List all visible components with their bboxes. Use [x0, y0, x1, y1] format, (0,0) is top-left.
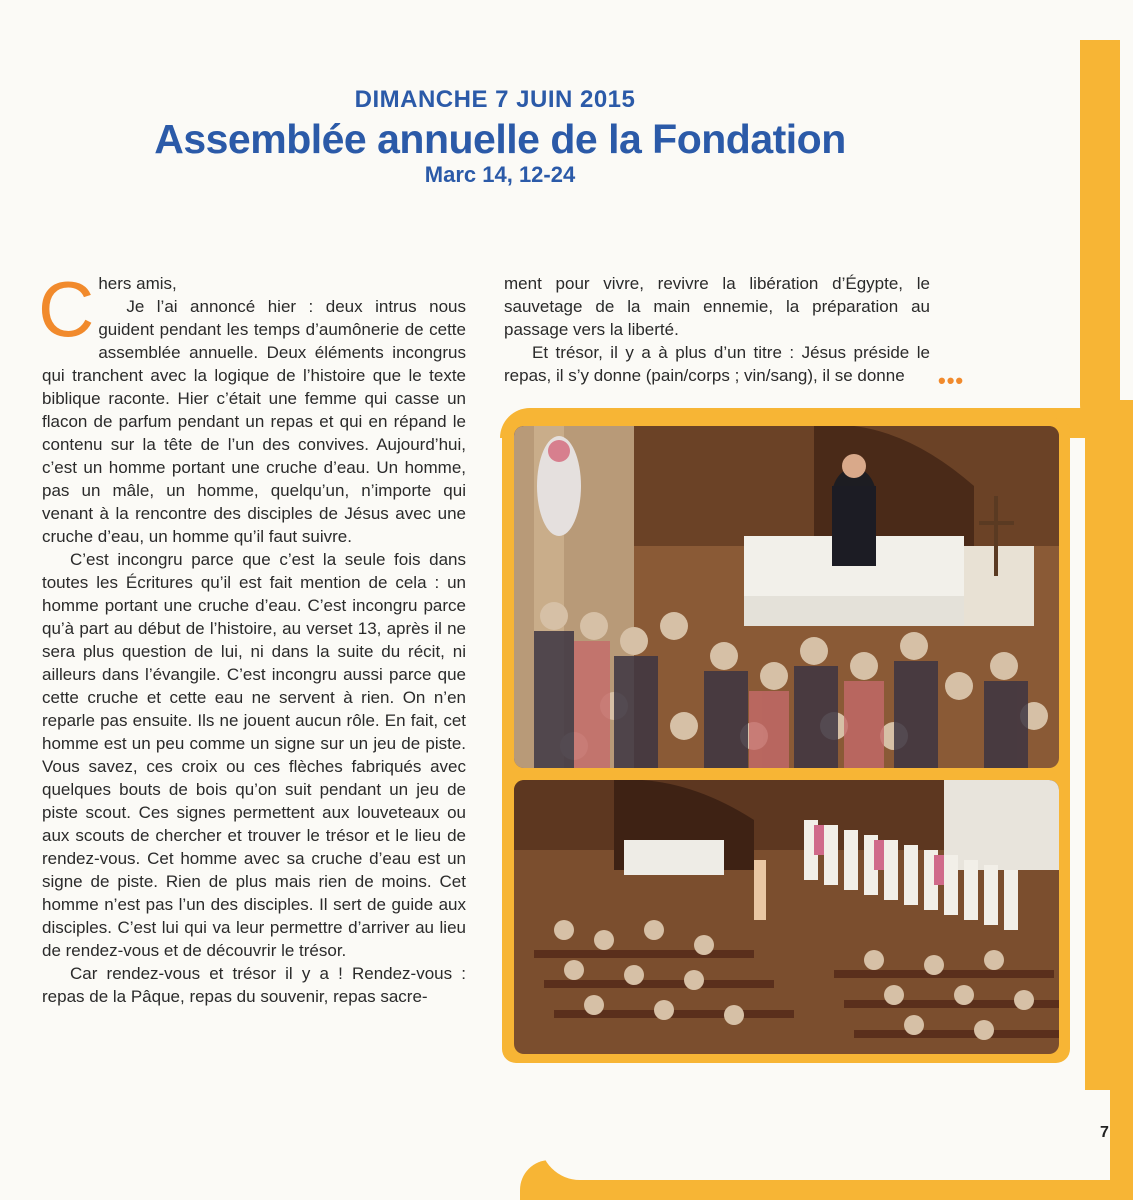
photo-communion-service	[514, 426, 1059, 768]
page-number: 7	[1100, 1124, 1109, 1141]
paragraph: Car rendez-vous et trésor il y a ! Rendez-vous : repas de la Pâque, repas du souvenir, repas sacre-	[42, 964, 466, 1006]
paragraph: Et trésor, il y a à plus d’un titre : Jésus préside le repas, il s’y donne (pain/corps ; vin/sang), il se donne	[504, 343, 930, 385]
article-column-right	[504, 272, 930, 387]
paragraph: Je l’ai annoncé hier : deux intrus nous guident pendant les temps d’aumônerie de cette assemblée annuelle. Deux éléments incongrus qui tranchent avec la logique de l’histoire que le texte biblique raconte. Hier c’était une femme qui casse un flacon de parfum pendant un repas et qui en répand le contenu sur la tête de l’un des convives. Aujourd’hui, c’est un homme portant une cruche d’eau. Un homme, pas un mâle, un homme, quelqu’un, n’importe qui venant à la rencontre des disciples de Jésus avec une cruche d’eau, un homme qu’il faut suivre.	[42, 297, 466, 546]
salutation-text: hers amis,	[98, 274, 177, 293]
orange-frame-top	[1080, 0, 1120, 445]
salutation	[42, 272, 466, 295]
paragraph: C’est incongru parce que c’est la seule fois dans toutes les Écritures qu’il est fait mention de cela : un homme portant une cruche d’eau. C’est incongru parce qu’à part au début de l’histoire, au verset 13, après il ne sera plus question de lui, ni dans la suite du récit, ni ailleurs dans l’évangile. C’est incongru aussi parce que cette cruche et cette eau ne servent à rien. On n’en reparle pas ensuite. Ils ne jouent aucun rôle. En fait, cet homme est un peu comme un signe sur un jeu de piste. Vous savez, ces croix ou ces flèches fabriqués avec quelques bouts de bois qu’on suit pendant un jeu de piste scout. Ces signes permettent aux louveteaux ou aux scouts de chercher et trouver le trésor et le lieu de rendez-vous. Cet homme avec sa cruche d’eau est un signe de piste. Rien de plus mais rien de moins. Cet homme n’est pas l’un des disciples. Il sert de guide aux disciples. C’est lui qui va leur permettre d’arriver au lieu de rendez-vous et de découvrir le trésor.	[42, 550, 466, 960]
drop-cap: C	[38, 265, 95, 353]
article-column-left	[38, 265, 466, 1008]
bible-reference: Marc 14, 12-24	[424, 162, 576, 187]
orange-frame-right	[1085, 400, 1133, 1200]
paragraph: ment pour vivre, revivre la libération d’Égypte, le sauvetage de la main ennemie, la préparation au passage vers la liberté.	[504, 274, 930, 339]
bottom-cutout	[540, 1090, 1110, 1180]
frame-corner	[1070, 0, 1133, 40]
photo-choir-congregation	[514, 780, 1059, 1054]
article-title: Assemblée annuelle de la Fondation	[154, 116, 846, 162]
continuation-dots: •••	[938, 368, 965, 393]
article-header	[60, 86, 940, 188]
article-date: DIMANCHE 7 JUIN 2015	[354, 86, 636, 113]
